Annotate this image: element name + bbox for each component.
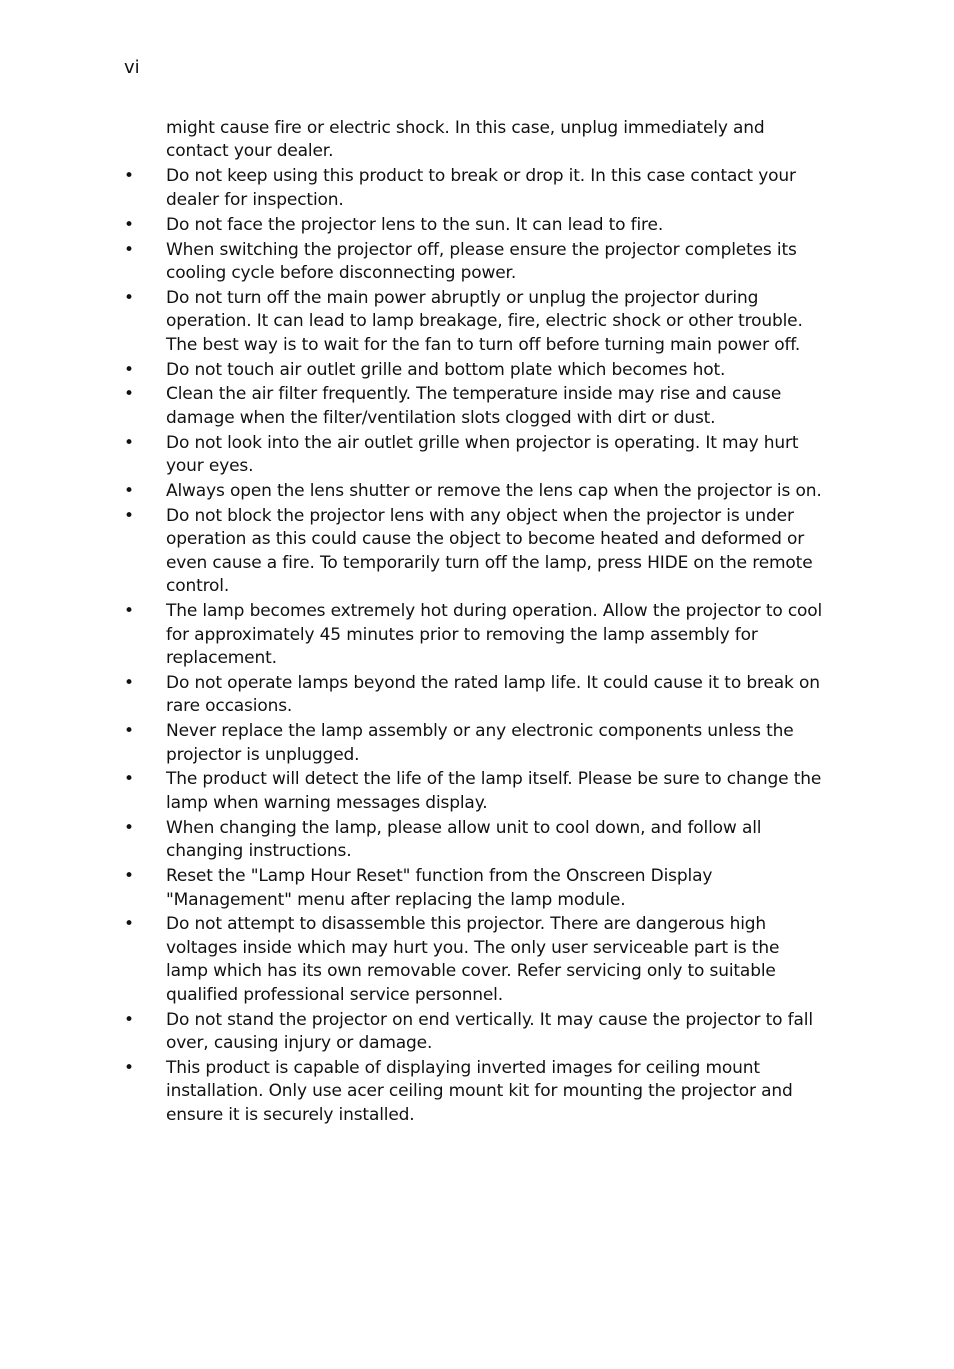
list-item-text: Do not face the projector lens to the sun. It can lead to fire. (166, 214, 664, 235)
bullet-icon: • (124, 481, 134, 502)
list-item-text: The lamp becomes extremely hot during operation. Allow the projector to cool for approximately 45 minutes prior to removing the lamp assembly for replacement. (166, 601, 823, 668)
list-item-text: Never replace the lamp assembly or any electronic components unless the projector is unplugged. (166, 721, 794, 765)
list-item (124, 600, 824, 670)
list-item-text: When switching the projector off, please ensure the projector completes its cooling cycle before disconnecting power. (166, 239, 797, 283)
list-item-text: Clean the air filter frequently. The temperature inside may rise and cause damage when the filter/ventilation slots clogged with dirt or dust. (166, 384, 782, 428)
list-item-text: Always open the lens shutter or remove the lens cap when the projector is on. (166, 481, 822, 502)
bullet-list (124, 165, 824, 1127)
list-item-text: Do not stand the projector on end vertically. It may cause the projector to fall over, causing injury or damage. (166, 1009, 813, 1053)
bullet-icon: • (124, 1057, 134, 1078)
bullet-icon: • (124, 287, 134, 308)
list-item-text: Do not turn off the main power abruptly or unplug the projector during operation. It can lead to lamp breakage, fire, electric shock or other trouble. The best way is to wait for the fan to turn off before turning main power off. (166, 287, 803, 355)
list-item (124, 720, 824, 767)
list-item (124, 287, 824, 357)
list-item (124, 768, 824, 815)
list-item (124, 214, 824, 237)
bullet-icon: • (124, 166, 134, 187)
bullet-icon: • (124, 239, 134, 260)
list-item (124, 672, 824, 719)
continued-paragraph: might cause fire or electric shock. In this case, unplug immediately and contact your dealer. (166, 118, 765, 162)
bullet-icon: • (124, 601, 134, 622)
bullet-icon: • (124, 769, 134, 790)
list-item (124, 480, 824, 503)
safety-instructions (124, 117, 824, 1129)
bullet-icon: • (124, 914, 134, 935)
list-item (124, 432, 824, 479)
list-item (124, 383, 824, 430)
list-item-text: The product will detect the life of the lamp itself. Please be sure to change the lamp when warning messages display. (166, 769, 822, 813)
bullet-icon: • (124, 384, 134, 405)
page-number: vi (124, 57, 140, 78)
bullet-icon: • (124, 359, 134, 380)
list-item (124, 1057, 824, 1127)
list-item-text: Do not keep using this product to break or drop it. In this case contact your dealer for inspection. (166, 166, 796, 210)
list-item (124, 913, 824, 1007)
bullet-icon: • (124, 432, 134, 453)
list-item-text: This product is capable of displaying inverted images for ceiling mount installation. Only use acer ceiling mount kit for mounting the projector and ensure it is securely installed. (166, 1057, 793, 1125)
list-item-text: Do not touch air outlet grille and bottom plate which becomes hot. (166, 359, 726, 380)
list-item-text: Do not operate lamps beyond the rated lamp life. It could cause it to break on rare occasions. (166, 672, 820, 717)
bullet-icon: • (124, 817, 134, 838)
list-item (124, 239, 824, 286)
bullet-icon: • (124, 721, 134, 742)
list-item (124, 359, 824, 382)
list-item (124, 165, 824, 212)
list-item-text: Do not look into the air outlet grille when projector is operating. It may hurt your eyes. (166, 432, 799, 477)
bullet-icon: • (124, 214, 134, 235)
list-item-text: Do not attempt to disassemble this projector. There are dangerous high voltages inside which may hurt you. The only user serviceable part is the lamp which has its own removable cover. Refer servicing only to suitable qualified professional service personnel. (166, 914, 780, 1005)
list-item (124, 817, 824, 864)
bullet-icon: • (124, 672, 134, 693)
list-item (124, 505, 824, 599)
list-item-text: When changing the lamp, please allow unit to cool down, and follow all changing instructions. (166, 817, 762, 862)
bullet-icon: • (124, 866, 134, 887)
bullet-icon: • (124, 506, 134, 526)
list-item (124, 865, 824, 912)
list-item (124, 1009, 824, 1056)
list-item-text: Do not block the projector lens with any object when the projector is under operation as this could cause the object to become heated and deformed or even cause a fire. To temporarily turn off the lamp, press HIDE on the remote control. (166, 506, 813, 597)
list-item-text: Reset the "Lamp Hour Reset" function from the Onscreen Display "Management" menu after replacing the lamp module. (166, 866, 713, 910)
bullet-icon: • (124, 1009, 134, 1030)
